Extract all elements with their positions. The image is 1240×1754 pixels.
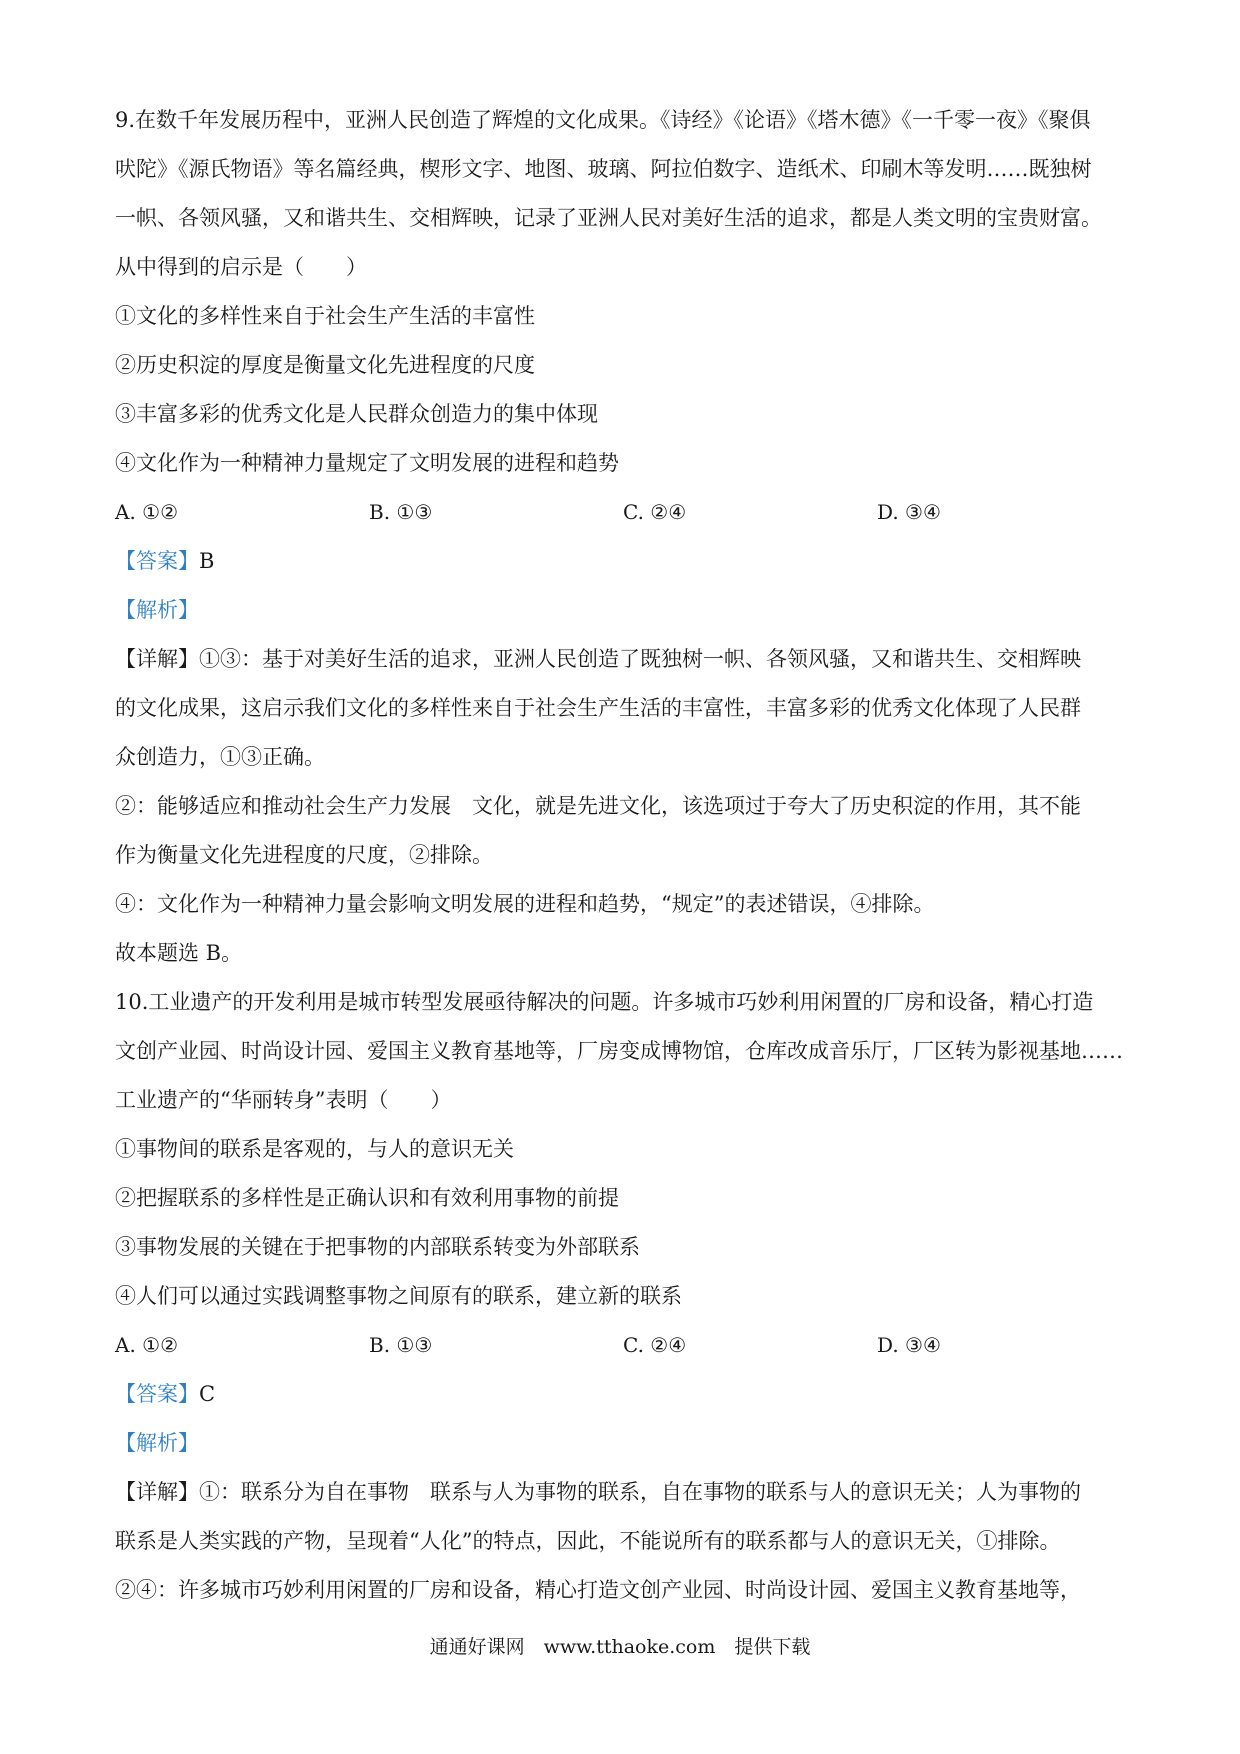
answer-value: B bbox=[199, 549, 215, 573]
detail-line: ④：文化作为一种精神力量会影响文明发展的进程和趋势，“规定”的表述错误，④排除。 bbox=[115, 892, 935, 916]
option-b: B. ①③ bbox=[369, 500, 433, 524]
detail-line: ②：能够适应和推动社会生产力发展 文化，就是先进文化，该选项过于夸大了历史积淀的作用，其不能 bbox=[115, 794, 1081, 818]
detail-line bbox=[115, 635, 1135, 684]
option-d: D. ③④ bbox=[877, 500, 941, 524]
detail-text: ①：联系分为自在事物 联系与人为事物的联系，自在事物的联系与人的意识无关；人为事物的 bbox=[199, 1480, 1081, 1504]
answer-line bbox=[115, 537, 1135, 586]
option-a: A. ①② bbox=[115, 500, 179, 524]
detail-text: ①③：基于对美好生活的追求，亚洲人民创造了既独树一帜、各领风骚，又和谐共生、交相辉映 bbox=[199, 647, 1081, 671]
statement-item: ④人们可以通过实践调整事物之间原有的联系，建立新的联系 bbox=[115, 1284, 682, 1308]
question-9 bbox=[115, 96, 1135, 978]
question-stem-line: 一帜、各领风骚，又和谐共生、交相辉映，记录了亚洲人民对美好生活的追求，都是人类文明的宝贵财富。 bbox=[115, 206, 1102, 230]
answer-line bbox=[115, 1370, 1135, 1419]
analysis-line bbox=[115, 1419, 1135, 1468]
detail-line: 的文化成果，这启示我们文化的多样性来自于社会生产生活的丰富性，丰富多彩的优秀文化体现了人民群 bbox=[115, 696, 1081, 720]
document-page bbox=[115, 96, 1135, 1615]
detail-line: 众创造力，①③正确。 bbox=[115, 745, 325, 769]
question-stem-line: 文创产业园、时尚设计园、爱国主义教育基地等，厂房变成博物馆，仓库改成音乐厅，厂区转为影视基地…… bbox=[115, 1039, 1123, 1063]
answer-tag: 【答案】 bbox=[115, 549, 199, 573]
option-c: C. ②④ bbox=[623, 500, 687, 524]
question-stem-line: 吠陀》《源氏物语》等名篇经典，楔形文字、地图、玻璃、阿拉伯数字、造纸术、印刷木等发明……既独树 bbox=[115, 157, 1092, 181]
question-stem-line: 10.工业遗产的开发利用是城市转型发展亟待解决的问题。许多城市巧妙利用闲置的厂房和设备，精心打造 bbox=[115, 990, 1094, 1014]
statement-item: ①事物间的联系是客观的，与人的意识无关 bbox=[115, 1137, 514, 1161]
statement-item: ③丰富多彩的优秀文化是人民群众创造力的集中体现 bbox=[115, 402, 598, 426]
question-stem-line: 9.在数千年发展历程中，亚洲人民创造了辉煌的文化成果。《诗经》《论语》《塔木德》《一千零一夜》《聚俱 bbox=[115, 108, 1091, 132]
analysis-line bbox=[115, 586, 1135, 635]
statement-item: ①文化的多样性来自于社会生产生活的丰富性 bbox=[115, 304, 535, 328]
detail-line: 联系是人类实践的产物，呈现着“人化”的特点，因此，不能说所有的联系都与人的意识无关，①排除。 bbox=[115, 1529, 1061, 1553]
option-a: A. ①② bbox=[115, 1333, 179, 1357]
page-footer: 通通好课网 www.tthaoke.com 提供下载 bbox=[429, 1636, 811, 1658]
option-d: D. ③④ bbox=[877, 1333, 941, 1357]
detail-tag: 【详解】 bbox=[115, 647, 199, 671]
answer-options bbox=[115, 488, 1135, 537]
analysis-tag: 【解析】 bbox=[115, 598, 199, 622]
detail-line: ②④：许多城市巧妙利用闲置的厂房和设备，精心打造文创产业园、时尚设计园、爱国主义教育基地等， bbox=[115, 1578, 1081, 1602]
answer-tag: 【答案】 bbox=[115, 1382, 199, 1406]
statement-item: ④文化作为一种精神力量规定了文明发展的进程和趋势 bbox=[115, 451, 619, 475]
detail-line: 故本题选 B。 bbox=[115, 941, 243, 965]
question-10 bbox=[115, 978, 1135, 1615]
answer-value: C bbox=[199, 1382, 216, 1406]
analysis-tag: 【解析】 bbox=[115, 1431, 199, 1455]
option-c: C. ②④ bbox=[623, 1333, 687, 1357]
detail-tag: 【详解】 bbox=[115, 1480, 199, 1504]
detail-line: 作为衡量文化先进程度的尺度，②排除。 bbox=[115, 843, 493, 867]
statement-item: ②把握联系的多样性是正确认识和有效利用事物的前提 bbox=[115, 1186, 619, 1210]
statement-item: ②历史积淀的厚度是衡量文化先进程度的尺度 bbox=[115, 353, 535, 377]
answer-options bbox=[115, 1321, 1135, 1370]
detail-line bbox=[115, 1468, 1135, 1517]
question-stem-line: 从中得到的启示是（ ） bbox=[115, 255, 367, 279]
option-b: B. ①③ bbox=[369, 1333, 433, 1357]
question-stem-line: 工业遗产的“华丽转身”表明（ ） bbox=[115, 1088, 452, 1112]
statement-item: ③事物发展的关键在于把事物的内部联系转变为外部联系 bbox=[115, 1235, 640, 1259]
